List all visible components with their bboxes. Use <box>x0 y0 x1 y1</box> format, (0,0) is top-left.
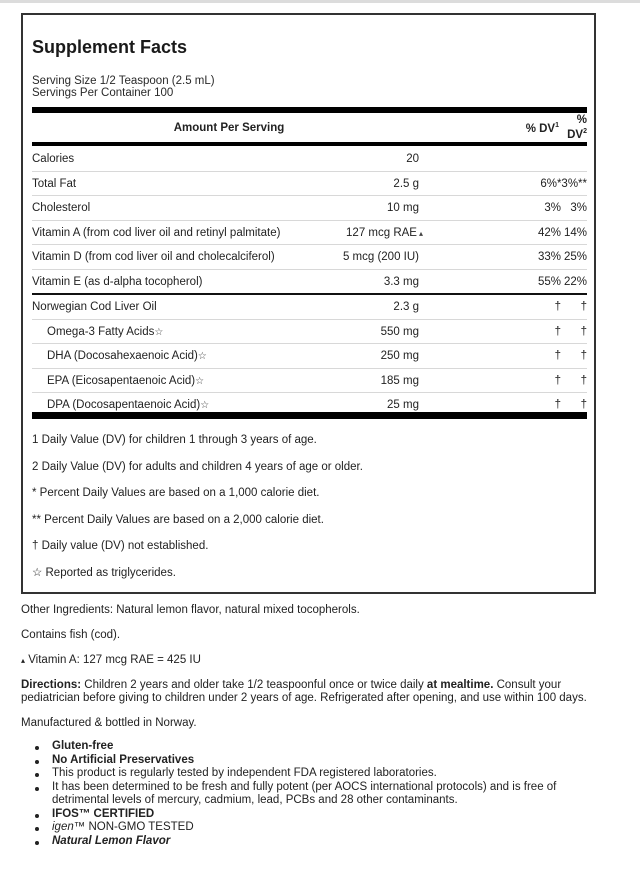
manufactured-note: Manufactured & bottled in Norway. <box>21 717 197 729</box>
list-item: Gluten-free <box>52 740 611 754</box>
nutrient-name-wrap <box>47 326 163 338</box>
header-dv2-label: DV <box>567 128 584 141</box>
footnote-dv1: 1 Daily Value (DV) for children 1 through 3 years of age. <box>32 434 317 446</box>
nutrient-dv1: 33% <box>537 251 561 263</box>
product-info <box>21 604 611 848</box>
serving-size: Serving Size 1/2 Teaspoon (2.5 mL) <box>32 75 215 87</box>
nutrient-name: Cholesterol <box>32 202 91 214</box>
nutrient-dv1: 55% <box>537 275 561 288</box>
nutrient-name: Calories <box>32 153 75 165</box>
nutrient-name: Norwegian Cod Liver Oil <box>32 301 157 313</box>
nutrient-amount: 25 mg <box>387 399 419 411</box>
nutrient-amount: 10 mg <box>387 202 419 214</box>
star-icon: ☆ <box>200 400 210 411</box>
list-item: This product is regularly tested by independent FDA registered laboratories. <box>52 767 611 781</box>
nutrient-name: DHA (Docosahexaenoic Acid) <box>47 350 198 362</box>
directions-mealtime: at mealtime. <box>426 679 494 691</box>
footnote-1000-cal: * Percent Daily Values are based on a 1,000 calorie diet. <box>32 487 320 500</box>
footnote-star: ☆ Reported as triglycerides. <box>32 566 176 579</box>
header-dv2 <box>561 114 587 141</box>
nutrient-name: DPA (Docosapentaenoic Acid) <box>47 399 201 411</box>
thick-divider-top <box>32 107 587 113</box>
servings-per-container: Servings Per Container 100 <box>32 87 174 99</box>
allergen-note: Contains fish (cod). <box>21 629 121 641</box>
table-row <box>32 320 587 345</box>
directions-text-2: Consult your pediatrician before giving to children under 2 years of age. Refrigerated after opening, and use within 100 days. <box>21 679 587 704</box>
table-row <box>32 221 587 246</box>
header-dv1-sup: 1 <box>555 122 559 129</box>
table-row <box>32 196 587 221</box>
vitamin-a-note: Vitamin A: 127 mcg RAE = 425 IU <box>25 654 201 666</box>
nutrient-amount: 2.3 g <box>393 301 419 313</box>
dagger-icon: † <box>554 325 561 338</box>
thick-divider-bottom <box>32 412 587 419</box>
nutrient-amount: 20 <box>406 153 419 165</box>
nutrient-dv1: 3% <box>544 202 561 214</box>
nutrient-name: EPA (Eicosapentaenoic Acid) <box>47 374 196 387</box>
dagger-icon: † <box>580 325 587 338</box>
nutrient-dv2: 22% <box>563 275 587 288</box>
star-icon: ☆ <box>154 326 164 338</box>
nutrient-dv2: 25% <box>563 251 587 263</box>
dagger-icon: † <box>580 374 587 387</box>
footnotes <box>32 433 587 593</box>
nutrient-name: Omega-3 Fatty Acids <box>47 325 155 338</box>
header-dv2-sup: 2 <box>583 128 587 135</box>
igen-brand: igen <box>52 821 74 833</box>
supplement-facts-panel <box>21 13 596 594</box>
nutrient-dv-combined: 6%*3%** <box>540 177 587 190</box>
footnote-dv2: 2 Daily Value (DV) for adults and children 4 years of age or older. <box>32 460 363 473</box>
nutrient-dv1: 42% <box>537 226 561 239</box>
list-item: Natural Lemon Flavor <box>52 835 611 849</box>
serving-info <box>32 75 215 99</box>
footnote-2000-cal: ** Percent Daily Values are based on a 2,000 calorie diet. <box>32 513 324 526</box>
table-row <box>32 172 587 197</box>
nutrient-name: Total Fat <box>32 177 77 190</box>
directions-text-1: Children 2 years and older take 1/2 teaspoonful once or twice daily <box>81 679 427 691</box>
feature-list <box>21 740 611 848</box>
triangle-marker-icon: ▴ <box>21 656 26 665</box>
dagger-icon: † <box>554 350 561 362</box>
header-dv2-top: % <box>576 114 587 126</box>
nutrient-amount: 550 mg <box>380 325 419 338</box>
directions <box>21 679 611 705</box>
vitamin-a-note-wrap <box>21 654 611 667</box>
header-dv1 <box>526 122 559 135</box>
list-item: It has been determined to be fresh and fully potent (per AOCS international protocols) and is free of detrimental levels of mercury, cadmium, lead, PCBs and 28 other contaminants. <box>52 781 611 808</box>
nutrient-name: Vitamin E (as d-alpha tocopherol) <box>32 275 203 288</box>
nutrient-name: Vitamin A (from cod liver oil and retinyl palmitate) <box>32 226 281 239</box>
footnote-dagger: † Daily value (DV) not established. <box>32 540 209 553</box>
top-divider <box>0 0 640 3</box>
list-item <box>52 821 611 835</box>
nutrient-name-wrap <box>47 399 209 411</box>
table-row <box>32 245 587 270</box>
nutrient-amount: 250 mg <box>380 350 419 362</box>
table-row <box>32 295 587 320</box>
table-row <box>32 344 587 369</box>
list-item: No Artificial Preservatives <box>52 754 611 768</box>
triangle-marker-icon: ▴ <box>418 228 423 238</box>
non-gmo-text: ™ NON-GMO TESTED <box>73 821 194 833</box>
other-ingredients: Other Ingredients: Natural lemon flavor, natural mixed tocopherols. <box>21 604 360 616</box>
nutrient-name: Vitamin D (from cod liver oil and cholecalciferol) <box>32 251 275 263</box>
table-row <box>32 369 587 394</box>
dagger-icon: † <box>580 350 587 362</box>
nutrient-name-wrap <box>47 350 207 362</box>
header-dv1-label: % DV <box>525 122 556 135</box>
list-item: IFOS™ CERTIFIED <box>52 808 611 822</box>
directions-label: Directions: <box>21 679 82 691</box>
dagger-icon: † <box>554 399 561 411</box>
dagger-icon: † <box>580 301 587 313</box>
dagger-icon: † <box>580 399 587 411</box>
star-icon: ☆ <box>197 351 207 362</box>
header-amount-per-serving: Amount Per Serving <box>173 122 285 134</box>
nutrient-dv2: 3% <box>570 202 587 214</box>
nutrient-amount: 185 mg <box>380 374 419 387</box>
star-icon: ☆ <box>195 375 205 387</box>
nutrient-amount: 127 mcg RAE <box>346 226 417 239</box>
facts-title: Supplement Facts <box>32 37 188 57</box>
table-row <box>32 270 587 296</box>
nutrient-amount-wrap <box>346 227 423 239</box>
thick-divider-header <box>32 142 587 146</box>
nutrient-dv2: 14% <box>563 226 587 239</box>
nutrient-name-wrap <box>47 375 204 387</box>
dagger-icon: † <box>554 301 561 313</box>
nutrient-amount: 5 mcg (200 IU) <box>342 251 419 263</box>
table-row <box>32 147 587 172</box>
nutrient-amount: 3.3 mg <box>383 275 419 288</box>
nutrient-amount: 2.5 g <box>393 177 419 190</box>
dagger-icon: † <box>554 374 561 387</box>
nutrient-table <box>32 147 587 417</box>
